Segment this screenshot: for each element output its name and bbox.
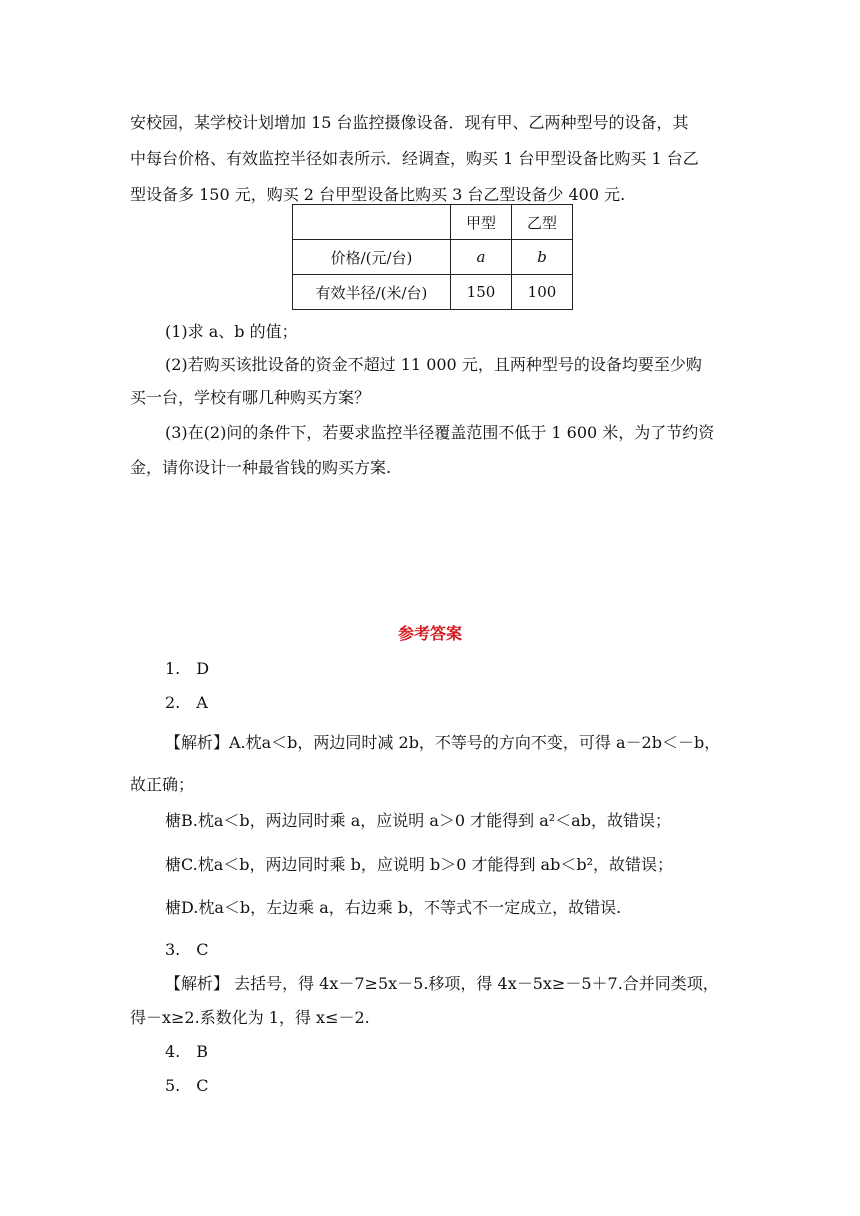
answer-4: 4. B xyxy=(165,1042,209,1061)
table-cell-radius-yi: 100 xyxy=(512,275,573,310)
answer-2-explanation-c: 榶C.枕a＜b，两边同时乘 b，应说明 b＞0 才能得到 ab＜b²，故错误； xyxy=(165,855,673,874)
table-cell-price-a: a xyxy=(451,240,512,275)
question-3-line-2: 金，请你设计一种最省钱的购买方案. xyxy=(130,458,392,477)
table-header-yi: 乙型 xyxy=(512,205,573,240)
answer-3-explanation-line-1: 【解析】 去括号，得 4x－7≥5x－5.移项，得 4x－5x≥－5＋7.合并同类项， xyxy=(165,974,719,993)
problem-line-2: 中每台价格、有效监控半径如表所示．经调查，购买 1 台甲型设备比购买 1 台乙 xyxy=(130,149,699,168)
answer-2-explanation-line-1: 【解析】A.枕a＜b，两边同时减 2b，不等号的方向不变，可得 a－2b＜－b， xyxy=(165,733,721,752)
question-3-line-1: (3)在(2)问的条件下，若要求监控半径覆盖范围不低于 1 600 米，为了节约资 xyxy=(165,423,715,442)
table-header-empty xyxy=(293,205,451,240)
table-cell-price-b: b xyxy=(512,240,573,275)
problem-line-3: 型设备多 150 元，购买 2 台甲型设备比购买 3 台乙型设备少 400 元. xyxy=(130,185,626,204)
spec-table xyxy=(292,204,573,310)
question-2-line-2: 买一台，学校有哪几种购买方案？ xyxy=(130,388,371,407)
table-row xyxy=(293,240,573,275)
answer-3: 3. C xyxy=(165,940,209,959)
question-2-line-1: (2)若购买该批设备的资金不超过 11 000 元，且两种型号的设备均要至少购 xyxy=(165,355,702,374)
table-header-jia: 甲型 xyxy=(451,205,512,240)
answer-2-explanation-d: 榶D.枕a＜b，左边乘 a，右边乘 b，不等式不一定成立，故错误. xyxy=(165,898,622,917)
answer-section-title: 参考答案 xyxy=(397,624,462,643)
table-cell-radius-jia: 150 xyxy=(451,275,512,310)
answer-3-explanation-line-2: 得－x≥2.系数化为 1，得 x≤－2. xyxy=(130,1008,370,1027)
answer-5: 5. C xyxy=(165,1076,209,1095)
problem-line-1: 安校园，某学校计划增加 15 台监控摄像设备．现有甲、乙两种型号的设备，其 xyxy=(130,113,689,132)
table-cell-radius-label: 有效半径/(米/台) xyxy=(293,275,451,310)
answer-2-explanation-b: 榶B.枕a＜b，两边同时乘 a，应说明 a＞0 才能得到 a²＜ab，故错误； xyxy=(165,811,671,830)
question-1: (1)求 a、b 的值； xyxy=(165,322,298,341)
table-cell-price-label: 价格/(元/台) xyxy=(293,240,451,275)
table-row xyxy=(293,275,573,310)
answer-2: 2. A xyxy=(165,693,208,712)
table-header-row xyxy=(293,205,573,240)
answer-2-explanation-line-2: 故正确； xyxy=(130,775,195,794)
answer-1: 1. D xyxy=(165,659,210,678)
